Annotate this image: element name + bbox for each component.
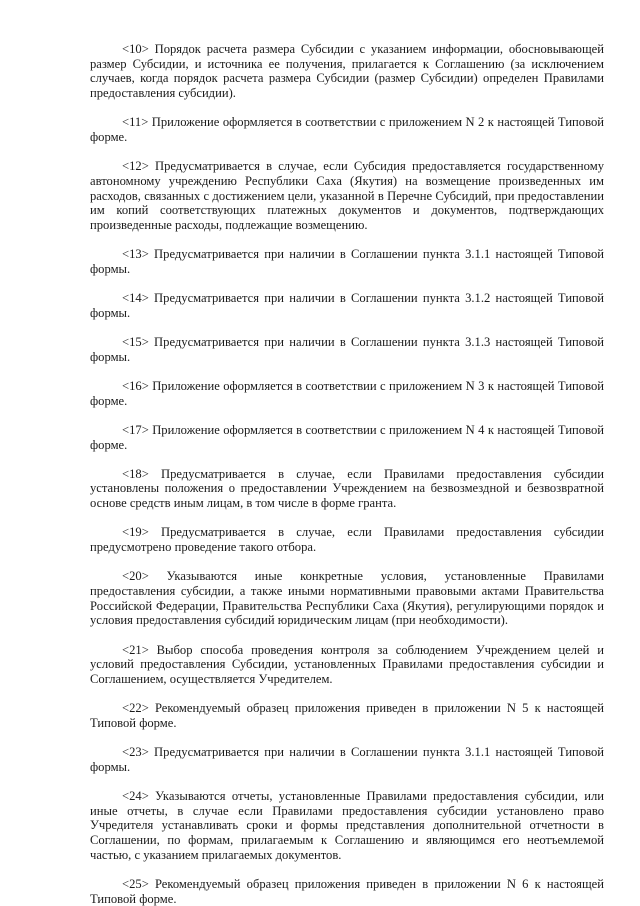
footnote-22: <22> Рекомендуемый образец приложения приведен в приложении N 5 к настоящей Типовой форме. bbox=[90, 701, 604, 730]
footnote-15: <15> Предусматривается при наличии в Соглашении пункта 3.1.3 настоящей Типовой формы. bbox=[90, 335, 604, 364]
footnote-17: <17> Приложение оформляется в соответствии с приложением N 4 к настоящей Типовой форме. bbox=[90, 422, 604, 452]
footnote-25: <25> Рекомендуемый образец приложения приведен в приложении N 6 к настоящей Типовой форме. bbox=[90, 877, 604, 906]
footnote-19: <19> Предусматривается в случае, если Правилами предоставления субсидии предусмотрено проведение такого отбора. bbox=[90, 525, 604, 555]
footnote-14: <14> Предусматривается при наличии в Соглашении пункта 3.1.2 настоящей Типовой формы. bbox=[90, 291, 604, 320]
footnote-16: <16> Приложение оформляется в соответствии с приложением N 3 к настоящей Типовой форме. bbox=[90, 378, 604, 408]
footnote-11: <11> Приложение оформляется в соответствии с приложением N 2 к настоящей Типовой форме. bbox=[90, 115, 604, 145]
footnote-18: <18> Предусматривается в случае, если Правилами предоставления субсидии установлены положения о предоставлении Учреждением на безвозмездной и безвозвратной основе средств иным лицам, в том числе в форме гранта. bbox=[90, 466, 604, 511]
footnote-10: <10> Порядок расчета размера Субсидии с указанием информации, обосновывающей размер Субсидии, и источника ее получения, прилагается к Соглашению (за исключением случаев, когда порядок расчета размера Субсидии (размер Субсидии) определен Правилами предоставления субсидии). bbox=[90, 42, 604, 101]
footnote-20: <20> Указываются иные конкретные условия, установленные Правилами предоставления субсидии, а также иными нормативными правовыми актами Правительства Российской Федерации, Правительства Республики Саха (Якутия), регулирующими порядок и условия предоставления субсидий юридическим лицам (при необходимости). bbox=[90, 569, 604, 628]
footnote-24: <24> Указываются отчеты, установленные Правилами предоставления субсидии, или иные отчеты, в случае если Правилами предоставления субсидии установлено право Учредителя устанавливать сроки и формы представления дополнительной отчетности в Соглашении, по формам, прилагаемым к Соглашению и являющимся его неотъемлемой частью, с указанием прилагаемых документов. bbox=[90, 789, 604, 862]
footnote-13: <13> Предусматривается при наличии в Соглашении пункта 3.1.1 настоящей Типовой формы. bbox=[90, 247, 604, 276]
footnote-12: <12> Предусматривается в случае, если Субсидия предоставляется государственному автономному учреждению Республики Саха (Якутия) на возмещение произведенных им расходов, связанных с достижением цели, указанной в Перечне Субсидий, при предоставлении им копий соответствующих платежных документов и документов, подтверждающих произведенные расходы, подлежащие возмещению. bbox=[90, 159, 604, 233]
footnote-21: <21> Выбор способа проведения контроля за соблюдением Учреждением целей и условий предоставления Субсидии, установленных Правилами предоставления субсидии и Соглашением, осуществляется Учредителем. bbox=[90, 642, 604, 686]
footnote-23: <23> Предусматривается при наличии в Соглашении пункта 3.1.1 настоящей Типовой формы. bbox=[90, 745, 604, 774]
